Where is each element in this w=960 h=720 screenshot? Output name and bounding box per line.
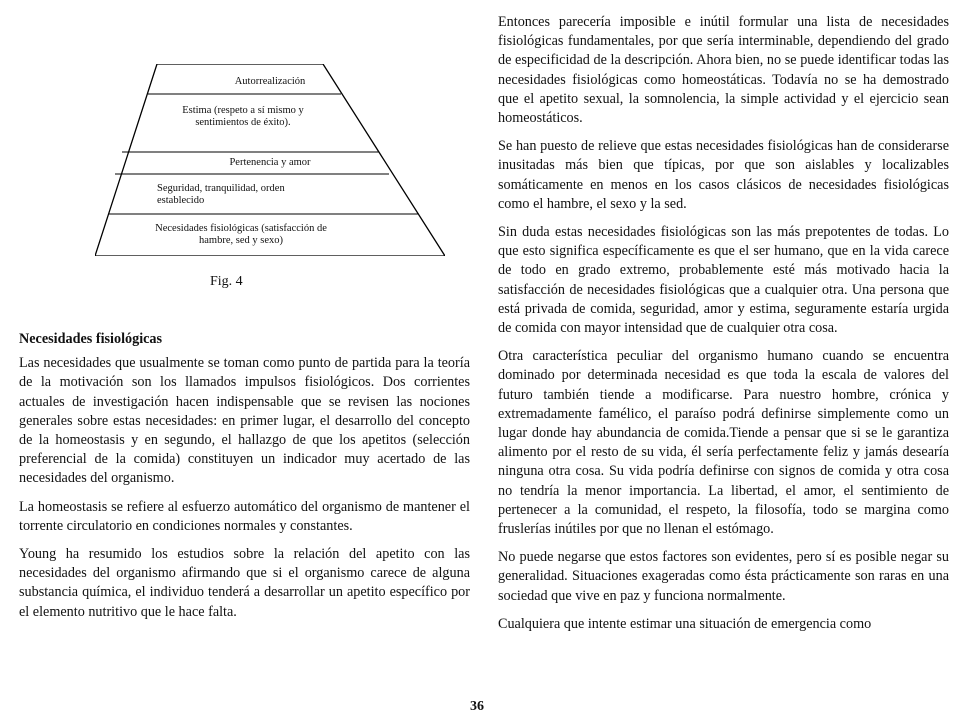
paragraph: Las necesidades que usualmente se toman como punto de partida para la teoría de la motivación son los llamados impulsos fisiológicos. Dos corrientes actuales de investigación hacen indispensable que se revisen las nociones generales sobre estas necesidades: en primer lugar, el desarrollo del concepto de la homeostasis y en segundo, el hallazgo de que los apetitos (selección preferencial de la comida) constituyen un indicador muy acertado de las necesidades del organismo. [19,355,470,487]
paragraph: No puede negarse que estos factores son evidentes, pero sí es posible negar su generalidad. Situaciones exageradas como ésta prácticamente son raras en una sociedad que vive en paz y funciona normalmente. [498,549,949,604]
paragraph: Cualquiera que intente estimar una situación de emergencia como [498,615,872,632]
pyramid-tier-belonging: Pertenencia y amor [229,157,311,168]
pyramid-tier-self-actualization: Autorrealización [234,76,306,87]
right-column [498,13,949,643]
paragraph: Se han puesto de relieve que estas necesidades fisiológicas han de considerarse inusitadas más bien que típicas, por que son aislables y localizables somáticamente en menos en los casos clásicos de necesidades fisiológicas como el hambre, el sexo y la sed. [498,138,949,212]
maslow-pyramid-figure [95,64,445,256]
paragraph: Young ha resumido los estudios sobre la relación del apetito con las necesidades del organismo afirmando que si el organismo carece de alguna substancia química, el individuo tenderá a desarrollar un apetito específico por el elemento nutritivo que le hace falta. [19,546,470,620]
figure-caption: Fig. 4 [210,274,243,289]
left-column [19,330,470,631]
paragraph: Otra característica peculiar del organismo humano cuando se encuentra dominado por determinada necesidad es que toda la escala de valores del futuro también tiende a modificarse. Para nuestro hombre, crónica y extremadamente famélico, el paraíso podrá definirse simplemente como un lugar donde hay abundancia de comida.Tiende a pensar que si se le garantiza alimento por el resto de su vida, él sería perfectamente feliz y jamás desearía ninguna otra cosa. Su vida podría definirse con signos de comida y otra cosa no tendría la menor importancia. La libertad, el amor, el sentimiento de pertenecer a la comunidad, el respeto, la filosofía, todo se margina como fruslerías inútiles por que no llenan el estómago. [498,348,949,538]
page-number: 36 [470,699,484,714]
pyramid-tier-esteem: Estima (respeto a sí mismo y sentimientos de éxito). [182,105,304,128]
paragraph: La homeostasis se refiere al esfuerzo automático del organismo de mantener el torrente circulatorio en condiciones normales y constantes. [19,498,470,534]
paragraph: Entonces parecería imposible e inútil formular una lista de necesidades fisiológicas fundamentales, por que sería interminable, dependiendo del grado de especificidad de la descripción. Ahora bien, no se puede identificar todas las necesidades fisiológicas como homeostáticas. Todavía no se ha demostrado que el apetito sexual, la somnolencia, la simple actividad y el ejercicio sean homeostáticos. [498,14,949,127]
pyramid-tier-physiological: Necesidades fisiológicas (satisfacción de hambre, sed y sexo) [155,223,327,246]
paragraph: Sin duda estas necesidades fisiológicas son las más prepotentes de todas. Lo que esto significa específicamente es que el ser humano, que en la vida carece de todo en grado extremo, probablemente esté más motivado hacia la satisfacción de necesidades fisiológicas que a cualquier otra. Una persona que está privada de comida, seguridad, amor y estima, seguramente estaría urgida de comida con mayor intensidad que de cualquier otra cosa. [498,224,949,337]
section-heading: Necesidades fisiológicas [19,331,163,347]
pyramid-tier-safety: Seguridad, tranquilidad, orden establecido [157,183,285,206]
